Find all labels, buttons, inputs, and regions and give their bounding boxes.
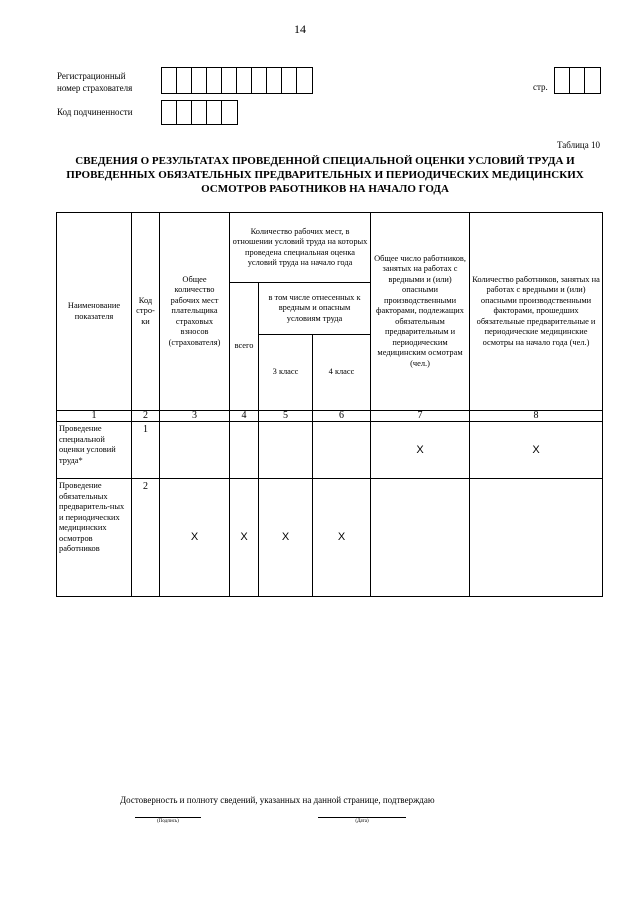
header-workers-total: Общее число работников, занятых на работах с вредными и (или) опасными производственными факторами, подлежащих обязательным предварительным и периодическим медицинским осмотрам (чел.) [371, 213, 470, 411]
header-name: Наименование показателя [57, 213, 132, 411]
digit-box[interactable] [555, 68, 570, 93]
digit-box[interactable] [297, 68, 312, 93]
registration-label-line2: номер страхователя [57, 83, 133, 93]
table-cell: X [160, 479, 230, 597]
subordination-code-boxes[interactable] [161, 100, 238, 125]
title-line: СВЕДЕНИЯ О РЕЗУЛЬТАТАХ ПРОВЕДЕННОЙ СПЕЦИАЛЬНОЙ ОЦЕНКИ УСЛОВИЙ ТРУДА И [75, 155, 575, 167]
table-cell: X [371, 422, 470, 479]
table-cell[interactable] [313, 422, 371, 479]
header-workers-passed: Количество работников, занятых на работах с вредными и (или) опасными производственными факторами, прошедших обязательные предварительные и периодические медицинские осмотры на начало года (чел.) [470, 213, 603, 411]
digit-box[interactable] [222, 101, 237, 124]
subordination-label: Код подчиненности [57, 107, 133, 117]
results-table [56, 212, 603, 597]
table-cell[interactable] [371, 479, 470, 597]
registration-number-boxes[interactable] [161, 67, 313, 94]
digit-box[interactable] [162, 68, 177, 93]
table-cell[interactable] [259, 422, 313, 479]
header-harmful-group: в том числе отнесенных к вредным и опасным условиям труда [259, 283, 371, 335]
registration-label-line1: Регистрационный [57, 71, 126, 81]
column-number: 2 [132, 411, 160, 422]
column-number: 3 [160, 411, 230, 422]
page-number-boxes[interactable] [554, 67, 601, 94]
page-number: 14 [294, 22, 306, 36]
digit-box[interactable] [207, 68, 222, 93]
table-cell: X [259, 479, 313, 597]
digit-box[interactable] [207, 101, 222, 124]
signature-line[interactable] [135, 817, 201, 818]
header-class4: 4 класс [313, 335, 371, 411]
digit-box[interactable] [222, 68, 237, 93]
header-places-group: Количество рабочих мест, в отношении условий труда на которых проведена специальная оценка условий труда на начало года [230, 213, 371, 283]
row-code: 1 [132, 422, 160, 479]
table-cell: X [230, 479, 259, 597]
column-number: 7 [371, 411, 470, 422]
digit-box[interactable] [267, 68, 282, 93]
table-cell: X [313, 479, 371, 597]
header-total-places: Общее количество рабочих мест плательщика страховых взносов (страхователя) [160, 213, 230, 411]
column-number: 1 [57, 411, 132, 422]
column-number: 6 [313, 411, 371, 422]
title-line: ОСМОТРОВ РАБОТНИКОВ НА НАЧАЛО ГОДА [201, 183, 449, 195]
table-cell[interactable] [230, 422, 259, 479]
digit-box[interactable] [252, 68, 267, 93]
digit-box[interactable] [192, 101, 207, 124]
column-number: 5 [259, 411, 313, 422]
table-number: Таблица 10 [557, 140, 600, 150]
table-cell: X [470, 422, 603, 479]
digit-box[interactable] [162, 101, 177, 124]
header-all: всего [230, 283, 259, 411]
title-line: ПРОВЕДЕННЫХ ОБЯЗАТЕЛЬНЫХ ПРЕДВАРИТЕЛЬНЫХ И ПЕРИОДИЧЕСКИХ МЕДИЦИНСКИХ [66, 169, 584, 181]
page-label: стр. [533, 82, 548, 92]
row-code: 2 [132, 479, 160, 597]
digit-box[interactable] [177, 68, 192, 93]
header-code: Код стро-ки [132, 213, 160, 411]
date-line[interactable] [318, 817, 406, 818]
digit-box[interactable] [570, 68, 585, 93]
column-number: 8 [470, 411, 603, 422]
digit-box[interactable] [237, 68, 252, 93]
table-row [57, 479, 603, 597]
digit-box[interactable] [585, 68, 600, 93]
digit-box[interactable] [282, 68, 297, 93]
table-cell[interactable] [160, 422, 230, 479]
date-caption: (Дата) [355, 819, 369, 824]
column-number: 4 [230, 411, 259, 422]
certify-text: Достоверность и полноту сведений, указанных на данной странице, подтверждаю [120, 795, 435, 805]
table-cell[interactable] [470, 479, 603, 597]
document-title [60, 154, 590, 196]
table-row [57, 422, 603, 479]
row-name: Проведение обязательных предваритель-ных и периодических медицинских осмотров работников [57, 479, 132, 597]
signature-caption: (Подпись) [157, 819, 179, 824]
registration-label [57, 70, 132, 94]
header-class3: 3 класс [259, 335, 313, 411]
row-name: Проведение специальной оценки условий труда* [57, 422, 132, 479]
digit-box[interactable] [177, 101, 192, 124]
digit-box[interactable] [192, 68, 207, 93]
